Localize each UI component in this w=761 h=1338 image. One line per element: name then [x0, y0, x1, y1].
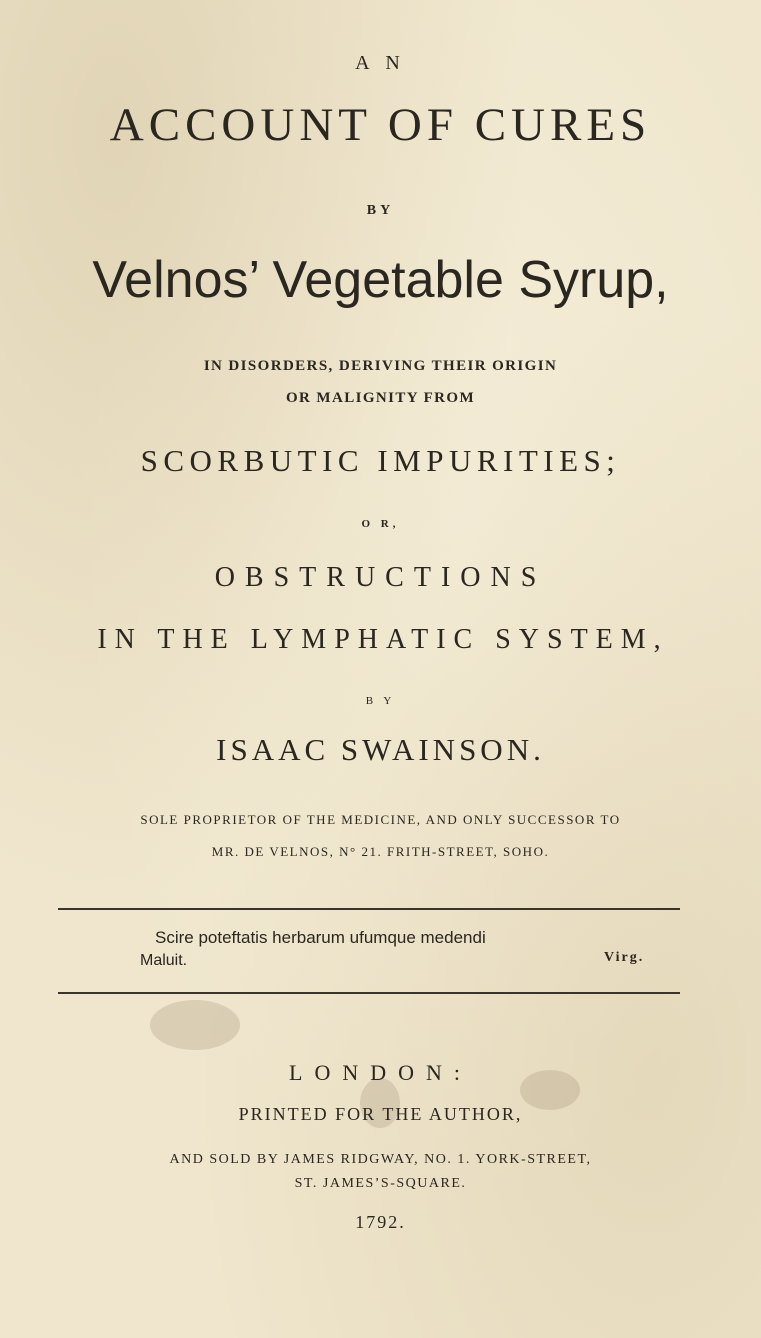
bottom-rule: [58, 992, 680, 994]
subtitle-malignity: OR MALIGNITY FROM: [285, 390, 476, 406]
imprint-sold-by: AND SOLD BY JAMES RIDGWAY, NO. 1. YORK-STREET,: [169, 1152, 592, 1167]
heading-account-of-cures: ACCOUNT OF CURES: [109, 99, 652, 151]
author-description-line-2: MR. DE VELNOS, N° 21. FRITH-STREET, SOHO.: [211, 844, 550, 859]
imprint-address: ST. JAMES’S-SQUARE.: [294, 1176, 467, 1191]
author-description-line-1: SOLE PROPRIETOR OF THE MEDICINE, AND ONLY SUCCESSOR TO: [140, 812, 621, 827]
heading-scorbutic-impurities: SCORBUTIC IMPURITIES;: [140, 443, 621, 478]
heading-by-author: B Y: [365, 695, 396, 707]
imprint-london: LONDON:: [289, 1060, 472, 1085]
epigraph-line-2: Maluit.: [140, 952, 188, 969]
epigraph-line-1: Scire poteftatis herbarum ufumque medendi: [155, 928, 486, 947]
imprint-year: 1792.: [355, 1212, 406, 1232]
heading-or: O R,: [361, 518, 400, 530]
heading-by: BY: [366, 203, 395, 218]
epigraph-attribution: Virg.: [604, 950, 645, 965]
subtitle-disorders: IN DISORDERS, DERIVING THEIR ORIGIN: [203, 358, 558, 374]
imprint-printed-for: PRINTED FOR THE AUTHOR,: [238, 1104, 523, 1124]
top-rule: [58, 908, 680, 910]
heading-lymphatic-system: IN THE LYMPHATIC SYSTEM,: [97, 624, 669, 655]
heading-obstructions: OBSTRUCTIONS: [214, 562, 547, 593]
foxing-stain: [150, 1000, 240, 1050]
heading-velnos-vegetable-syrup: Velnos’ Vegetable Syrup,: [92, 251, 669, 309]
author-name: ISAAC SWAINSON.: [216, 732, 545, 767]
heading-an: A N: [355, 52, 406, 74]
